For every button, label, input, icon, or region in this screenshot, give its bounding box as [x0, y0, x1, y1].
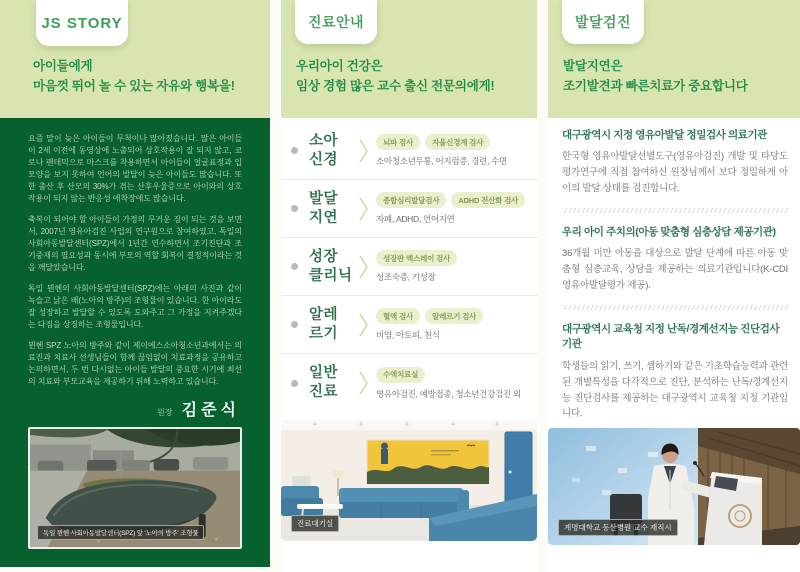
- department-name: [309, 132, 357, 169]
- section-body: 한국형 영유아발달선별도구(영유아검진) 개발 및 타당도 평가연구에 직접 참여하신 원장님께서 보다 정밀하게 아이의 발달 상태를 검진합니다.: [562, 151, 788, 195]
- waiting-room-caption: 진료대기실: [291, 515, 339, 532]
- director-paragraph: 뮌헨 SPZ 노아의 방주와 같이 제이에스소아청소년과에서는 의료진과 치료사 선생님들이 함께 끊임없이 치료과정을 공유하고 논의하면서, 두 번 다시없는 아이들 발달의 중요한 시기에 최선의 치료와 부모교육을 제공하기 위해 노력하고 있습니다.: [28, 341, 242, 386]
- department-desc: 자폐, ADHD, 언어지연: [376, 214, 455, 224]
- bullet-dot-icon: [291, 205, 298, 212]
- director-paragraph: 축복이 되어야 할 아이들이 가정의 무거운 짐이 되는 것을 보면서, 2007년 영유아검진 사업의 연구원으로 참여하였고, 독일의 사회아동발달센터(SPZ)에서 1년간 연수하면서 조기진단과 조기중재의 필요성과 동시에 부모의 역할 회복이 결정적이라는 것을 깨달았습니다.: [28, 215, 242, 272]
- exam-badge: 성장판 엑스레이 검사: [376, 250, 457, 266]
- director-paragraph: 요즘 말이 늦은 아이들이 무척이나 많아졌습니다. 많은 아이들이 2세 이전에 동영상에 노출되어 상호작용이 잘 되지 않고, 코로나 팬데믹으로 마스크를 착용하면서 아이들이 얼굴표정과 입모양을 보지 못하여 언어의 발달이 늦은 아이들도 많습니다. 또한 출산 후 산모의 30%가 겪는 산후우울증으로 아이와의 상호작용이 되지 않는 반응성 애착장애도 많습니다.: [28, 134, 242, 203]
- department-desc: 소아청소년두통, 어지럼증, 경련, 수면: [376, 156, 508, 166]
- badge-row: [376, 367, 533, 383]
- signature-title: 원장: [157, 408, 173, 417]
- hatched-divider: [562, 305, 788, 310]
- noahs-ark-photo: [28, 427, 242, 549]
- badge-row: [376, 308, 533, 324]
- badge-row: [376, 250, 533, 266]
- department-name-line2: 클리닉: [309, 267, 353, 284]
- department-name-line2: 지연: [309, 209, 339, 226]
- department-info: [376, 367, 533, 400]
- right-headline: [563, 56, 748, 97]
- left-headline: [33, 56, 235, 97]
- section-title: 대구광역시 교육청 지정 난독/경계선지능 진단검사 기관: [562, 323, 780, 351]
- department-row-growth: [281, 238, 537, 296]
- department-list: [281, 122, 537, 412]
- department-row-neurology: [281, 122, 537, 180]
- panel-js-story: [0, 0, 270, 567]
- lecture-photo-caption: 계명대학교 동산병원 교수 재직시: [558, 519, 678, 536]
- panel-development-screening: [548, 0, 800, 572]
- chevron-right-icon: [359, 369, 369, 397]
- department-name-line1: 발달: [309, 190, 339, 207]
- boat-photo-caption: 독일 뮌헨 사회아동발달센터(SPZ) 앞 '노아의 방주' 조형물: [37, 525, 204, 540]
- screening-sections: [562, 128, 788, 433]
- exam-badge: 종합심리발달검사: [376, 192, 446, 208]
- exam-badge: 혈액 검사: [376, 308, 420, 324]
- tab-js-story-label: JS STORY: [41, 14, 123, 32]
- chevron-right-icon: [359, 137, 369, 165]
- department-desc: 성조숙증, 키성장: [376, 272, 436, 282]
- director-message-block: [0, 118, 270, 567]
- department-row-general: [281, 354, 537, 412]
- tab-development-screening-label: 발달검진: [574, 14, 632, 30]
- director-signature: [28, 397, 240, 420]
- department-info: [376, 134, 533, 167]
- bullet-dot-icon: [291, 321, 298, 328]
- bullet-dot-icon: [291, 147, 298, 154]
- tab-js-story: [36, 0, 128, 46]
- director-paragraph: 독일 뮌헨의 사회아동발달센터(SPZ)에는 아래의 사진과 같이 녹슬고 낡은 배(노아의 방주)의 조형물이 있습니다. 한 아이라도 잘 성장하고 발달할 수 있도록 도와주고 그 가정을 지켜주겠다는 다짐을 상징하는 조형물입니다.: [28, 284, 242, 329]
- department-name-line1: 알레: [309, 306, 339, 323]
- right-headline-line1: 발달지연은: [563, 59, 623, 73]
- section-title: 우리 아이 주치의(아동 맞춤형 심층상담 제공기관): [562, 226, 776, 239]
- exam-badge: 알레르기 검사: [425, 308, 483, 324]
- middle-headline-line1: 우리아이 건강은: [296, 59, 383, 73]
- department-name-line1: 소아: [309, 132, 339, 149]
- exam-badge: 뇌파 검사: [376, 134, 420, 150]
- department-desc: 비염, 아토피, 천식: [376, 330, 440, 340]
- tab-treatment-guide: [295, 0, 377, 44]
- chevron-right-icon: [359, 195, 369, 223]
- badge-row: [376, 192, 533, 208]
- section-body: 학생들의 읽기, 쓰기, 셈하기와 같은 기초학습능력과 관련된 개별특성을 다각적으로 진단, 분석하는 난독/경계선지능 진단검사를 제공하는 대구광역시 교육청 지정 기관입니다.: [562, 360, 788, 420]
- left-headline-line2: 마음껏 뛰어 놀 수 있는 자유와 행복을!: [33, 79, 235, 94]
- department-name: [309, 306, 357, 343]
- tab-treatment-guide-label: 진료안내: [307, 14, 365, 30]
- department-info: [376, 308, 533, 341]
- section-body: 36개월 미만 아동을 대상으로 발달 단계에 따른 아동 맞춤형 심층교육, 상담을 제공하는 의료기관입니다(K-CDI 영유아발달평가 제공).: [562, 248, 788, 292]
- bullet-dot-icon: [291, 263, 298, 270]
- signature-name: 김준식: [181, 402, 240, 419]
- section-title: 대구광역시 지정 영유아발달 정밀검사 의료기관: [562, 129, 767, 141]
- waiting-room-photo: [281, 420, 537, 541]
- chevron-right-icon: [359, 253, 369, 281]
- middle-headline-line2: 임상 경험 많은 교수 출신 전문의에게!: [296, 79, 495, 94]
- department-name-line2: 진료: [309, 384, 339, 400]
- middle-headline: [296, 56, 494, 97]
- department-desc: 영유아검진, 예방접종, 청소년건강검진 외: [376, 388, 521, 399]
- left-headline-line1: 아이들에게: [33, 59, 93, 73]
- department-info: [376, 192, 533, 225]
- department-row-allergy: [281, 296, 537, 354]
- exam-badge: 수액치료실: [376, 367, 425, 383]
- department-name: [309, 248, 357, 285]
- right-headline-line2: 조기발견과 빠른치료가 중요합니다: [563, 79, 748, 94]
- department-name: [309, 364, 357, 401]
- tab-development-screening: [562, 0, 644, 44]
- exam-badge: 자율신경계 검사: [425, 134, 490, 150]
- department-row-development: [281, 180, 537, 238]
- panel-treatment-guide: [281, 0, 537, 572]
- hatched-divider: [562, 208, 788, 213]
- department-info: [376, 250, 533, 283]
- bullet-dot-icon: [291, 380, 298, 387]
- department-name: [309, 190, 357, 227]
- department-name-line2: 신경: [309, 151, 339, 168]
- department-name-line1: 일반: [309, 365, 339, 382]
- lecture-photo: [548, 428, 800, 545]
- department-name-line1: 성장: [309, 248, 339, 265]
- exam-badge: ADHD 전산화 검사: [451, 192, 525, 208]
- department-name-line2: 르기: [309, 325, 339, 342]
- chevron-right-icon: [359, 311, 369, 339]
- badge-row: [376, 134, 533, 150]
